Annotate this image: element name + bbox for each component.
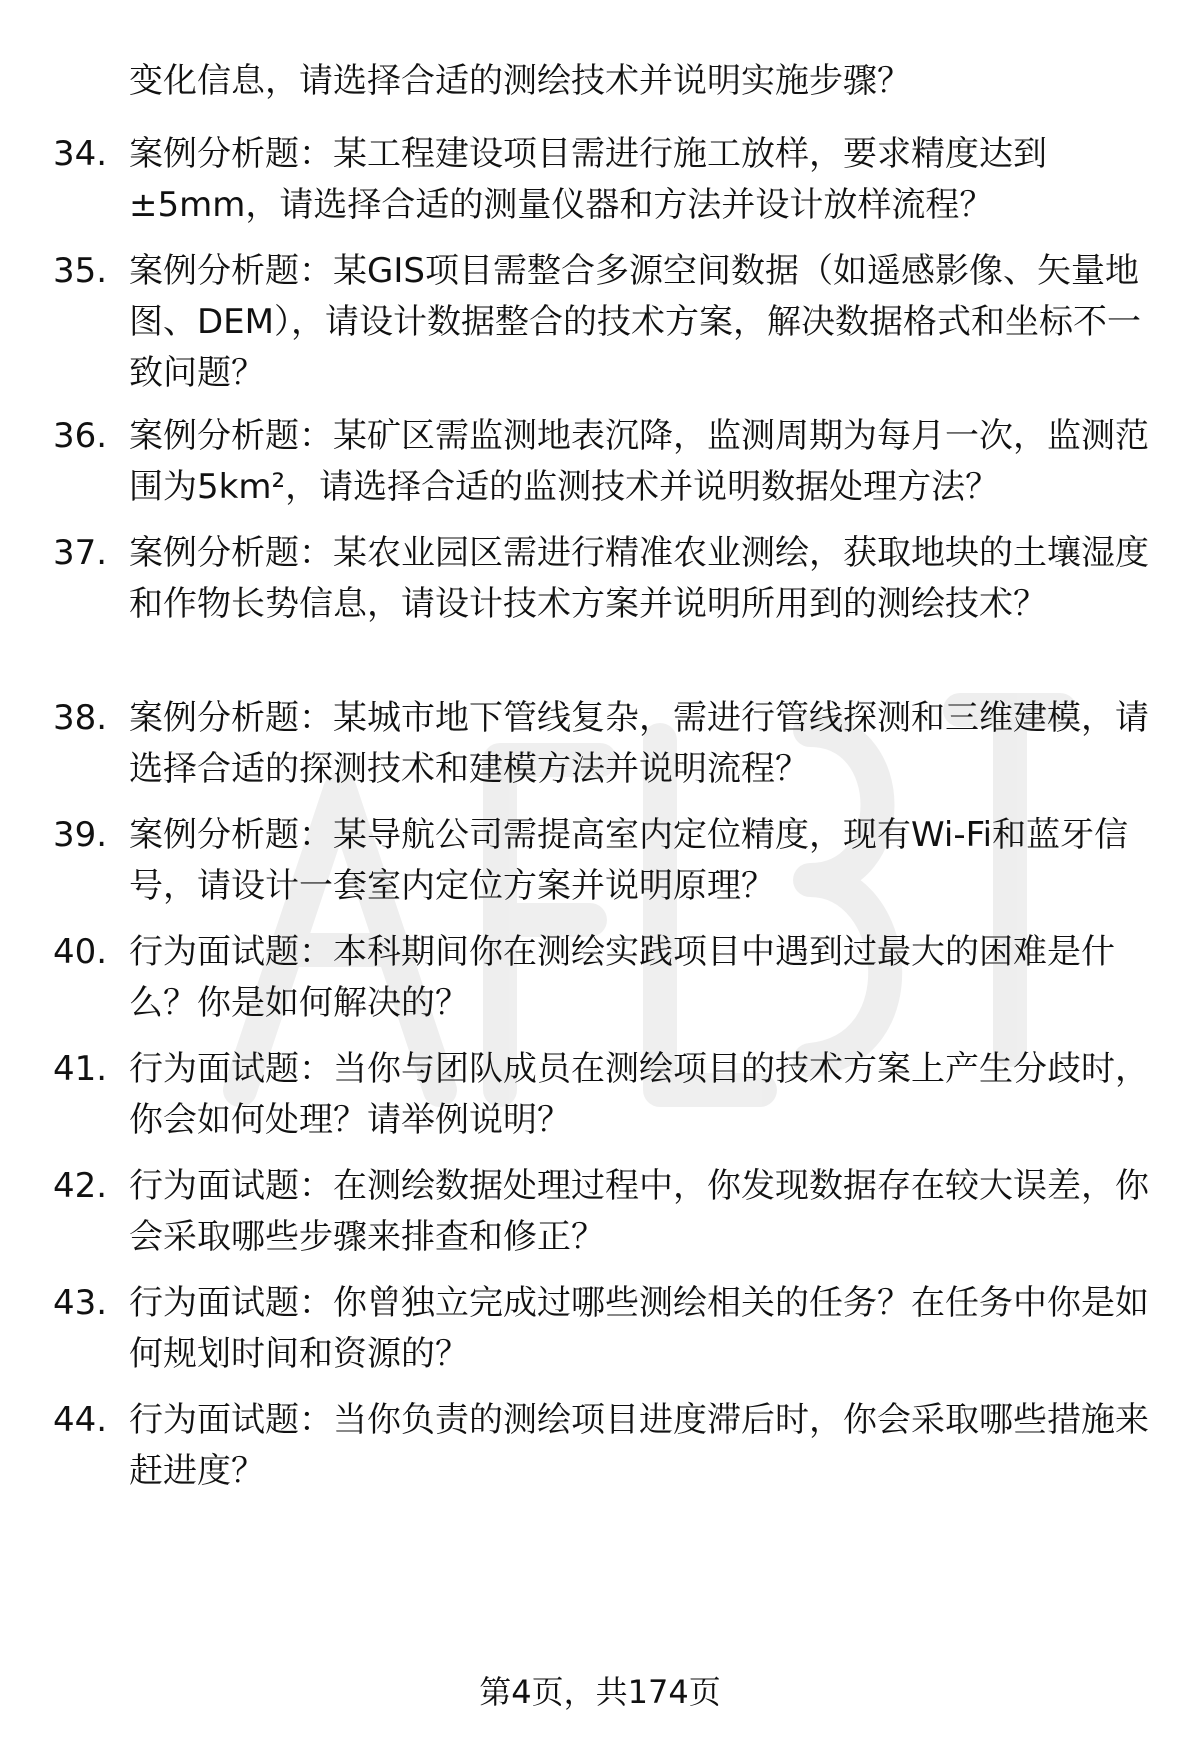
question-number: 35.	[53, 251, 108, 291]
page-footer: 第4页，共174页	[479, 1673, 721, 1711]
question-text: 案例分析题：某农业园区需进行精准农业测绘，获取地块的土壤湿度和作物长势信息，请设计技术方案并说明所用到的测绘技术？	[129, 533, 1149, 624]
question-text: 行为面试题：在测绘数据处理过程中，你发现数据存在较大误差，你会采取哪些步骤来排查和修正？	[129, 1166, 1149, 1257]
question-text: 行为面试题：你曾独立完成过哪些测绘相关的任务？在任务中你是如何规划时间和资源的？	[129, 1283, 1149, 1374]
question-33-continuation: 变化信息，请选择合适的测绘技术并说明实施步骤？	[129, 61, 911, 101]
question-number: 36.	[53, 416, 108, 456]
question-text: 案例分析题：某导航公司需提高室内定位精度，现有Wi-Fi和蓝牙信号，请设计一套室内定位方案并说明原理？	[129, 815, 1129, 906]
question-text: 案例分析题：某矿区需监测地表沉降，监测周期为每月一次，监测范围为5km²，请选择合适的监测技术并说明数据处理方法？	[129, 416, 1149, 507]
question-number: 37.	[53, 533, 108, 573]
question-number: 41.	[53, 1049, 108, 1089]
question-text: 案例分析题：某GIS项目需整合多源空间数据（如遥感影像、矢量地图、DEM），请设计数据整合的技术方案，解决数据格式和坐标不一致问题？	[129, 251, 1141, 393]
question-text: 案例分析题：某城市地下管线复杂，需进行管线探测和三维建模，请选择合适的探测技术和建模方法并说明流程？	[129, 698, 1149, 789]
question-number: 44.	[53, 1400, 108, 1440]
question-text: 行为面试题：当你与团队成员在测绘项目的技术方案上产生分歧时，你会如何处理？请举例说明？	[129, 1049, 1149, 1140]
question-number: 38.	[53, 698, 108, 738]
question-text: 案例分析题：某工程建设项目需进行施工放样，要求精度达到±5mm，请选择合适的测量仪器和方法并设计放样流程？	[129, 134, 1047, 225]
question-text: 行为面试题：本科期间你在测绘实践项目中遇到过最大的困难是什么？你是如何解决的？	[129, 932, 1115, 1023]
question-number: 34.	[53, 134, 108, 174]
question-number: 39.	[53, 815, 108, 855]
question-text: 行为面试题：当你负责的测绘项目进度滞后时，你会采取哪些措施来赶进度？	[129, 1400, 1149, 1491]
question-number: 43.	[53, 1283, 108, 1323]
question-number: 42.	[53, 1166, 108, 1206]
question-number: 40.	[53, 932, 108, 972]
